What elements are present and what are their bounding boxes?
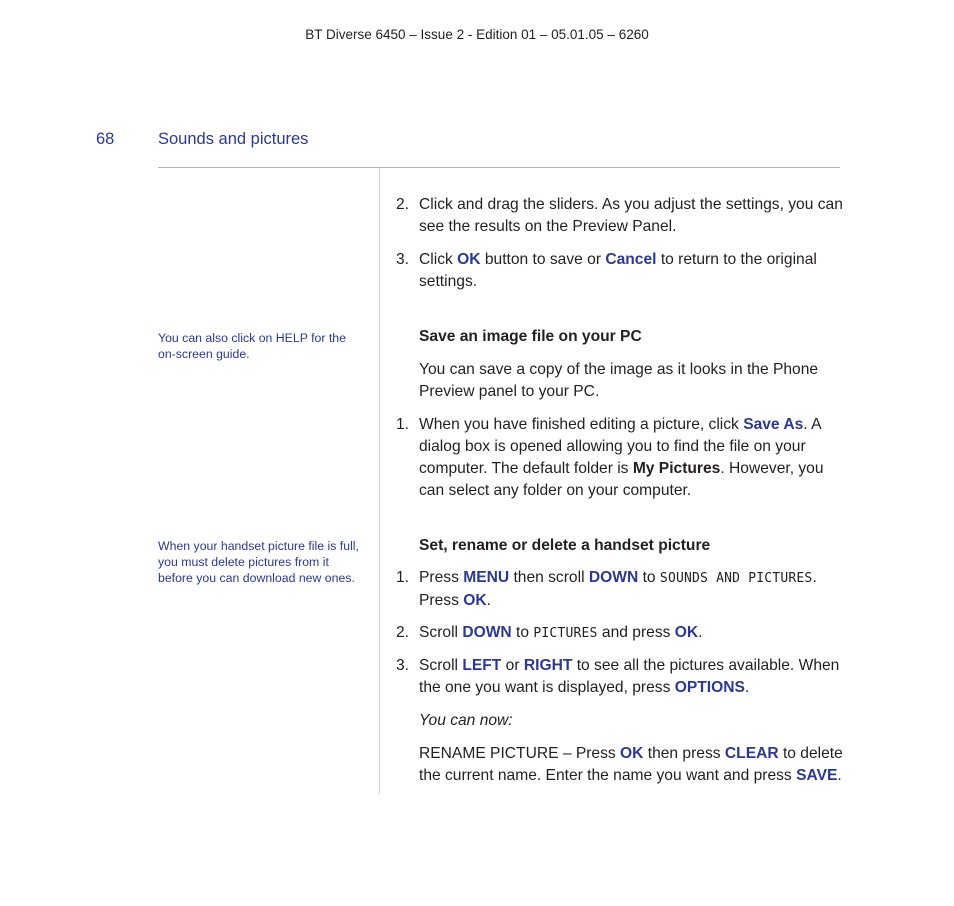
header-rule bbox=[158, 167, 840, 168]
page-number: 68 bbox=[96, 130, 115, 148]
step-number: 1. bbox=[396, 569, 410, 586]
list-item bbox=[394, 567, 844, 612]
side-note-help: You can also click on HELP for the on-screen guide. bbox=[158, 331, 346, 361]
section-title: Sounds and pictures bbox=[158, 130, 309, 148]
list-item bbox=[394, 249, 844, 293]
step-text: When you have finished editing a picture, click Save As. A dialog box is opened allowing you to find the file on your computer. The default folder is My Pictures. However, you can select any folder on your computer. bbox=[419, 416, 824, 499]
ok-keyword: OK bbox=[620, 745, 644, 762]
step-text: Click OK button to save or Cancel to return to the original settings. bbox=[419, 251, 817, 290]
list-item bbox=[394, 655, 844, 699]
down-keyword: DOWN bbox=[588, 569, 639, 586]
document-reference: BT Diverse 6450 – Issue 2 - Edition 01 – 05.01.05 – 6260 bbox=[305, 27, 649, 42]
side-note-handset-full: When your handset picture file is full, you must delete pictures from it before you can download new ones. bbox=[158, 539, 359, 585]
cancel-keyword: Cancel bbox=[605, 251, 657, 268]
list-item bbox=[394, 622, 844, 645]
step-number: 3. bbox=[396, 251, 410, 268]
my-pictures-keyword: My Pictures bbox=[632, 460, 721, 477]
column-divider bbox=[379, 168, 380, 794]
ok-keyword: OK bbox=[463, 592, 487, 609]
save-intro-paragraph: You can save a copy of the image as it looks in the Phone Preview panel to your PC. bbox=[419, 361, 819, 400]
right-keyword: RIGHT bbox=[523, 657, 573, 674]
lcd-text: SOUNDS AND PICTURES bbox=[659, 571, 813, 586]
step-number: 2. bbox=[396, 196, 410, 213]
step-number: 1. bbox=[396, 416, 410, 433]
list-item bbox=[394, 414, 844, 502]
list-item bbox=[394, 194, 844, 238]
step-number: 3. bbox=[396, 657, 410, 674]
left-keyword: LEFT bbox=[462, 657, 502, 674]
step-text: Press MENU then scroll DOWN to SOUNDS AND PICTURES. Press OK. bbox=[419, 569, 817, 609]
subheading-save-image: Save an image file on your PC bbox=[419, 328, 642, 345]
step-text: Scroll LEFT or RIGHT to see all the pictures available. When the one you want is displayed, press OPTIONS. bbox=[419, 657, 840, 696]
save-keyword: SAVE bbox=[796, 767, 838, 784]
subheading-handset-picture: Set, rename or delete a handset picture bbox=[419, 537, 711, 554]
clear-keyword: CLEAR bbox=[724, 745, 779, 762]
you-can-now-label: You can now: bbox=[419, 712, 513, 729]
options-keyword: OPTIONS bbox=[674, 679, 745, 696]
down-keyword: DOWN bbox=[462, 624, 512, 641]
step-text: Scroll DOWN to PICTURES and press OK. bbox=[419, 624, 703, 641]
step-number: 2. bbox=[396, 624, 410, 641]
menu-keyword: MENU bbox=[463, 569, 510, 586]
step-text: Click and drag the sliders. As you adjust the settings, you can see the results on the Preview Panel. bbox=[419, 196, 843, 235]
ok-keyword: OK bbox=[674, 624, 699, 641]
lcd-text: PICTURES bbox=[533, 626, 598, 641]
ok-keyword: OK bbox=[457, 251, 481, 268]
rename-picture-paragraph: RENAME PICTURE – Press OK then press CLEAR to delete the current name. Enter the name you want and press SAVE. bbox=[419, 745, 843, 784]
save-as-keyword: Save As bbox=[743, 416, 804, 433]
